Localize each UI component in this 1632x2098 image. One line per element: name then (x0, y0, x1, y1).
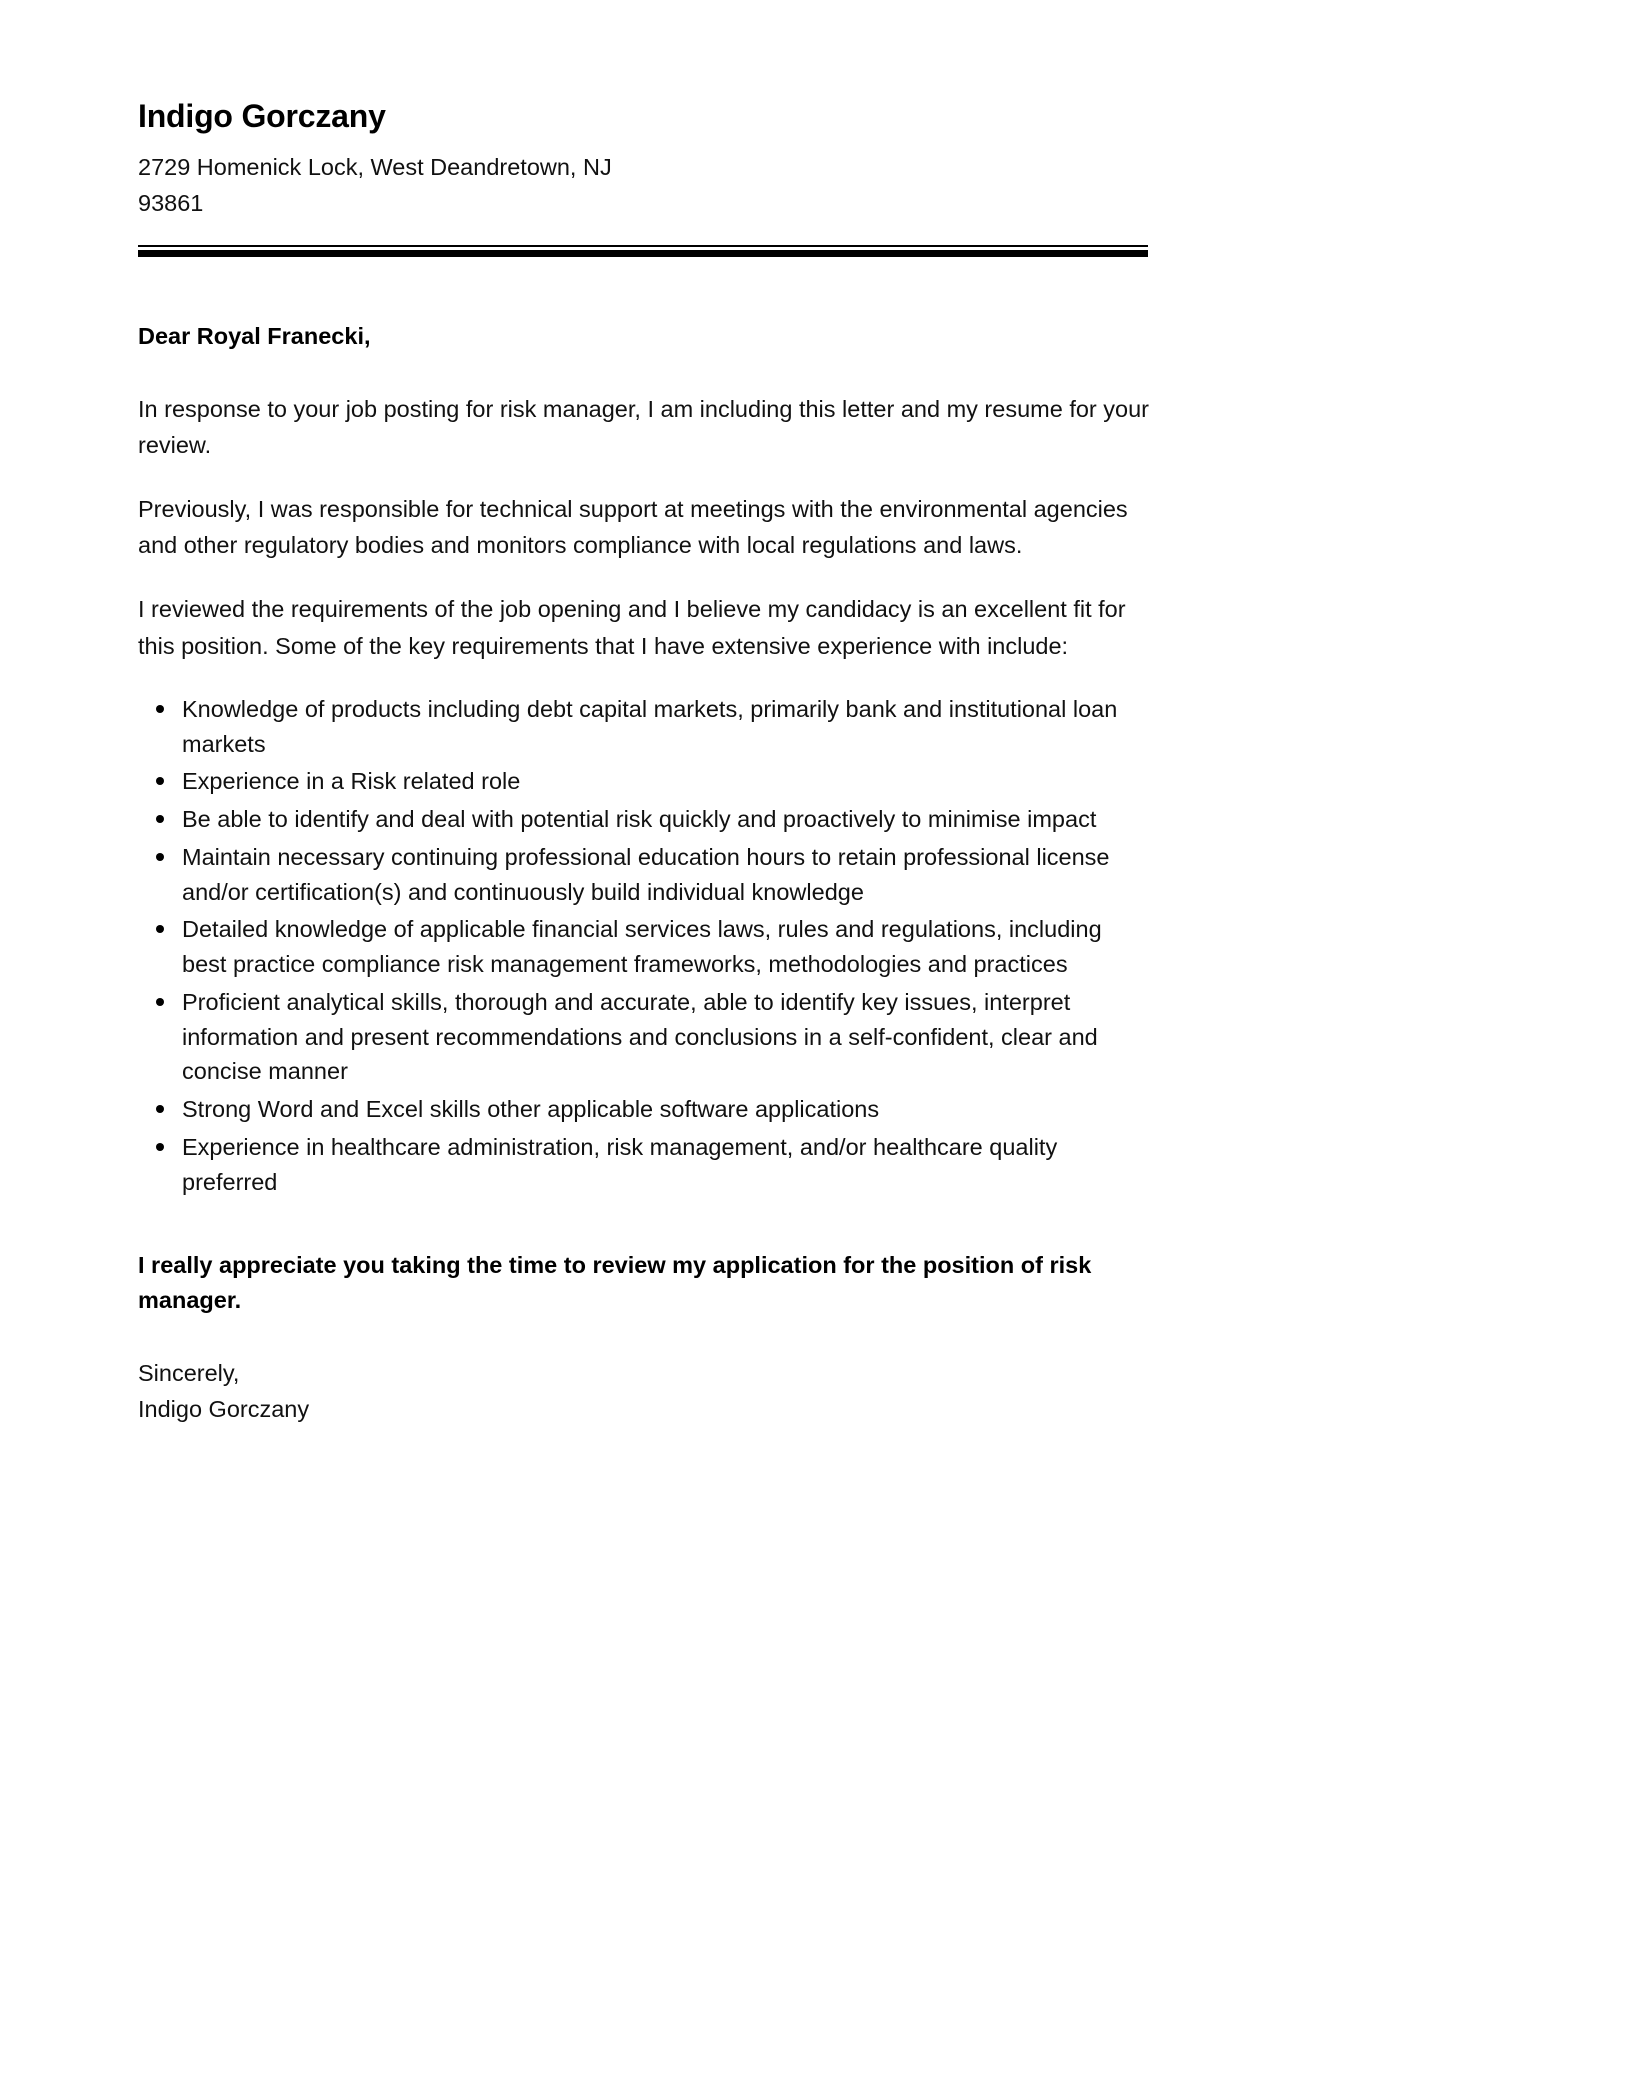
paragraph-experience: Previously, I was responsible for technical support at meetings with the environmental agencies and other regulatory bodies and monitors compliance with local regulations and laws. (138, 496, 1128, 559)
signoff-salutation: Sincerely, (138, 1360, 240, 1387)
divider-thick-rule (138, 250, 1148, 257)
list-item (138, 764, 1150, 799)
bullet-dot-icon (156, 925, 164, 933)
list-item (138, 692, 1150, 762)
signature-name: Indigo Gorczany (138, 1395, 310, 1422)
paragraph-intro: In response to your job posting for risk manager, I am including this letter and my resume for your review. (138, 395, 1149, 458)
list-item-text: Be able to identify and deal with potential risk quickly and proactively to minimise impact (182, 806, 1097, 833)
list-item (138, 912, 1150, 982)
header-divider (138, 245, 1148, 257)
bullet-dot-icon (156, 1143, 164, 1151)
salutation: Dear Royal Franecki, (138, 323, 371, 350)
letter-content (138, 319, 1150, 1427)
list-item (138, 840, 1150, 910)
bullet-dot-icon (156, 1105, 164, 1113)
paragraph-requirements-intro: I reviewed the requirements of the job opening and I believe my candidacy is an excellent fit for this position. Some of the key requirements that I have extensive experience with include: (138, 596, 1126, 659)
list-item (138, 1130, 1150, 1200)
list-item-text: Proficient analytical skills, thorough and accurate, able to identify key issues, interpret information and present recommendations and conclusions in a self-confident, clear and concise manner (182, 988, 1098, 1085)
list-item-text: Detailed knowledge of applicable financial services laws, rules and regulations, including best practice compliance risk management frameworks, methodologies and practices (182, 916, 1102, 978)
closing-statement: I really appreciate you taking the time to review my application for the position of risk manager. (138, 1251, 1092, 1313)
cover-letter-body (138, 96, 1150, 1427)
list-item (138, 1092, 1150, 1127)
sender-name: Indigo Gorczany (138, 98, 386, 134)
bullet-dot-icon (156, 853, 164, 861)
list-item-text: Strong Word and Excel skills other applicable software applications (182, 1096, 880, 1123)
sender-address-line-2: 93861 (138, 189, 204, 216)
list-item-text: Knowledge of products including debt capital markets, primarily bank and institutional loan markets (182, 695, 1118, 757)
list-item-text: Maintain necessary continuing professional education hours to retain professional license and/or certification(s) and continuously build individual knowledge (182, 843, 1110, 905)
list-item-text: Experience in healthcare administration, risk management, and/or healthcare quality preferred (182, 1134, 1058, 1195)
letterhead (138, 96, 1150, 221)
signature-block (138, 1356, 1150, 1427)
bullet-dot-icon (156, 998, 164, 1006)
list-item-text: Experience in a Risk related role (182, 768, 521, 795)
list-item (138, 802, 1150, 837)
sender-address-line-1: 2729 Homenick Lock, West Deandretown, NJ (138, 154, 612, 180)
list-item (138, 985, 1150, 1089)
bullet-dot-icon (156, 815, 164, 823)
requirements-list (138, 692, 1150, 1200)
bullet-dot-icon (156, 705, 164, 713)
bullet-dot-icon (156, 777, 164, 785)
